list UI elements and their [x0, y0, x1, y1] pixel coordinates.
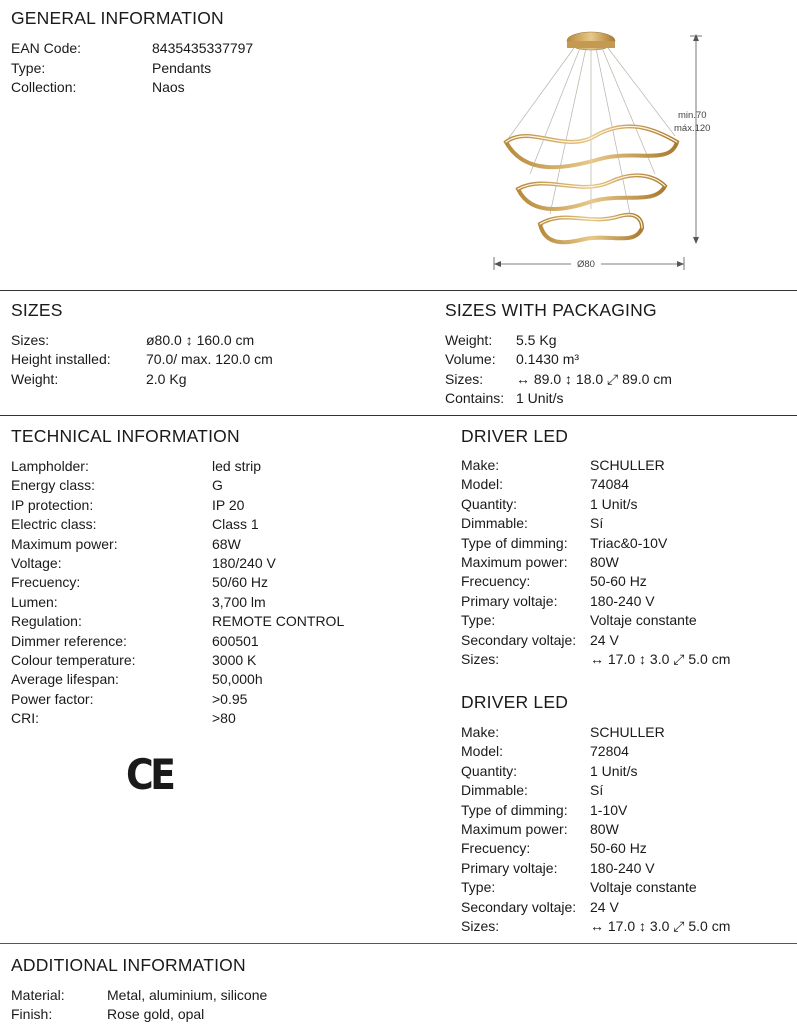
width-label: Ø80	[577, 259, 595, 270]
row-label: Secondary voltaje:	[461, 631, 577, 648]
row-label: Dimmable:	[461, 515, 528, 532]
table-row	[11, 515, 411, 534]
row-value: ↔ 17.0 ↕ 3.0 ⤢ 5.0 cm	[590, 651, 731, 667]
height-dimension-line	[690, 34, 702, 244]
row-value: 3000 K	[212, 652, 257, 668]
height-label-max: máx.120	[674, 123, 711, 134]
row-value: >0.95	[212, 690, 248, 707]
table-row	[461, 495, 781, 514]
table-row	[461, 878, 781, 897]
row-label: Maximum power:	[461, 821, 568, 837]
table-row	[11, 651, 411, 670]
table-row	[461, 592, 781, 611]
row-value: 24 V	[590, 898, 619, 915]
row-label: Lampholder:	[11, 458, 89, 474]
table-row	[11, 690, 411, 709]
table-row	[461, 801, 781, 820]
ce-mark: CE	[126, 750, 173, 799]
additional-heading: ADDITIONAL INFORMATION	[11, 955, 246, 975]
row-value: 72804	[590, 743, 629, 760]
row-value: 80W	[590, 821, 619, 837]
packaging-row	[445, 389, 785, 408]
row-value: 0.1430 m³	[516, 351, 580, 367]
row-value: >80	[212, 710, 236, 727]
packaging-heading: SIZES WITH PACKAGING	[445, 300, 657, 320]
table-row	[461, 723, 781, 742]
table-row	[11, 535, 411, 554]
row-value: Voltaje constante	[590, 612, 697, 629]
additional-row-finish	[11, 1005, 411, 1024]
row-value: SCHULLER	[590, 724, 665, 740]
row-value: ø80.0 ↕ 160.0 cm	[146, 332, 255, 348]
row-value: Metal, aluminium, silicone	[107, 987, 268, 1003]
table-row	[461, 475, 781, 494]
row-label: CRI:	[11, 710, 39, 727]
pendant-lamp-diagram	[470, 24, 720, 276]
table-row	[11, 632, 411, 651]
row-label: Type:	[461, 612, 496, 629]
row-label: Electric class:	[11, 516, 97, 533]
table-row	[11, 496, 411, 515]
table-row	[461, 898, 781, 917]
row-label: Quantity:	[461, 495, 518, 512]
table-row	[461, 859, 781, 878]
row-label: Power factor:	[11, 690, 94, 707]
row-value: Pendants	[152, 60, 212, 76]
row-value: 2.0 Kg	[146, 371, 187, 387]
row-value: 180-240 V	[590, 592, 655, 609]
row-label: Frecuency:	[461, 840, 531, 857]
row-value: 1-10V	[590, 801, 628, 818]
row-value: Rose gold, opal	[107, 1006, 205, 1022]
row-label: Average lifespan:	[11, 671, 119, 688]
row-label: Model:	[461, 476, 504, 493]
table-row	[461, 514, 781, 533]
row-label: Lumen:	[11, 593, 58, 610]
row-label: Primary voltaje:	[461, 859, 558, 876]
row-value: 74084	[590, 476, 629, 493]
row-value: 180-240 V	[590, 859, 655, 876]
row-value: G	[212, 477, 223, 494]
divider-technical	[0, 943, 797, 944]
sizes-heading: SIZES	[11, 300, 63, 320]
row-label: Maximum power:	[11, 535, 118, 552]
row-label: Maximum power:	[461, 554, 568, 570]
row-label: Regulation:	[11, 613, 82, 630]
row-label: Dimmer reference:	[11, 632, 127, 649]
row-label: Dimmable:	[461, 782, 528, 799]
row-value: 50-60 Hz	[590, 573, 647, 590]
general-row-type	[11, 59, 311, 78]
general-info-heading: GENERAL INFORMATION	[11, 8, 224, 28]
table-row	[461, 572, 781, 591]
row-value: 1 Unit/s	[590, 762, 638, 779]
table-row	[461, 553, 781, 572]
row-label: Frecuency:	[461, 573, 531, 590]
row-value: Class 1	[212, 516, 259, 533]
row-label: Sizes:	[11, 332, 50, 348]
table-row	[461, 917, 781, 936]
row-value: 50-60 Hz	[590, 840, 647, 857]
row-label: Make:	[461, 724, 500, 740]
row-value: ↔ 17.0 ↕ 3.0 ⤢ 5.0 cm	[590, 918, 731, 934]
row-value: 600501	[212, 632, 259, 649]
wave-rings	[506, 126, 677, 242]
row-value: 70.0/ max. 120.0 cm	[146, 351, 273, 367]
row-value: 8435435337797	[152, 40, 254, 56]
additional-row-material	[11, 986, 411, 1005]
packaging-row	[445, 350, 785, 369]
row-label: Contains:	[445, 390, 505, 406]
packaging-row	[445, 331, 785, 350]
table-row	[461, 820, 781, 839]
table-row	[461, 650, 781, 669]
row-label: Model:	[461, 743, 504, 760]
canopy-base	[567, 41, 615, 48]
packaging-row	[445, 370, 785, 389]
row-label: Quantity:	[461, 762, 518, 779]
general-row-collection	[11, 78, 311, 97]
row-label: Voltage:	[11, 555, 62, 571]
row-label: Material:	[11, 987, 65, 1003]
row-label: Type of dimming:	[461, 801, 568, 818]
divider-sizes	[0, 415, 797, 416]
row-label: Height installed:	[11, 351, 111, 367]
table-row	[11, 709, 411, 728]
height-label-min: min.70	[678, 110, 707, 121]
row-value: 1 Unit/s	[590, 495, 638, 512]
row-value: Voltaje constante	[590, 879, 697, 896]
row-label: Frecuency:	[11, 574, 81, 591]
table-row	[461, 611, 781, 630]
row-value: 5.5 Kg	[516, 332, 557, 348]
table-row	[11, 457, 411, 476]
row-value: Triac&0-10V	[590, 534, 668, 551]
row-label: Type:	[461, 879, 496, 896]
divider-general	[0, 290, 797, 291]
table-row	[11, 670, 411, 689]
row-label: Volume:	[445, 351, 496, 367]
table-row	[11, 554, 411, 573]
row-label: Finish:	[11, 1006, 53, 1022]
sizes-row	[11, 331, 311, 350]
row-label: Primary voltaje:	[461, 592, 558, 609]
table-row	[461, 839, 781, 858]
table-row	[461, 631, 781, 650]
table-row	[11, 476, 411, 495]
table-row	[461, 762, 781, 781]
row-value: Naos	[152, 79, 185, 95]
row-value: 3,700 lm	[212, 593, 266, 610]
row-value: 68W	[212, 535, 241, 552]
row-label: EAN Code:	[11, 40, 82, 56]
row-value: SCHULLER	[590, 457, 665, 473]
row-value: 50,000h	[212, 671, 263, 688]
table-row	[461, 534, 781, 553]
row-value: REMOTE CONTROL	[212, 613, 345, 630]
table-row	[461, 456, 781, 475]
sizes-row	[11, 350, 311, 369]
table-row	[11, 593, 411, 612]
row-label: Collection:	[11, 79, 77, 95]
row-value: IP 20	[212, 496, 245, 513]
driver1-heading: DRIVER LED	[461, 426, 569, 446]
table-row	[461, 742, 781, 761]
row-label: Make:	[461, 457, 500, 473]
sizes-row	[11, 370, 311, 389]
technical-heading: TECHNICAL INFORMATION	[11, 426, 240, 446]
row-label: Weight:	[445, 332, 493, 348]
row-label: Colour temperature:	[11, 652, 136, 668]
row-label: Sizes:	[461, 918, 500, 934]
row-label: IP protection:	[11, 496, 94, 513]
row-value: ↔ 89.0 ↕ 18.0 ⤢ 89.0 cm	[516, 371, 672, 387]
row-label: Sizes:	[445, 371, 484, 387]
driver2-heading: DRIVER LED	[461, 692, 569, 712]
general-row-ean	[11, 39, 311, 58]
row-value: 50/60 Hz	[212, 574, 269, 591]
row-value: 1 Unit/s	[516, 390, 564, 406]
row-label: Energy class:	[11, 477, 96, 494]
table-row	[11, 573, 411, 592]
row-label: Weight:	[11, 371, 59, 387]
row-value: 180/240 V	[212, 555, 276, 571]
row-label: Type:	[11, 60, 46, 76]
row-value: led strip	[212, 458, 262, 474]
row-value: 24 V	[590, 631, 619, 648]
table-row	[11, 612, 411, 631]
row-label: Secondary voltaje:	[461, 898, 577, 915]
row-label: Sizes:	[461, 651, 500, 667]
row-value: Sí	[590, 782, 604, 799]
row-label: Type of dimming:	[461, 534, 568, 551]
table-row	[461, 781, 781, 800]
row-value: 80W	[590, 554, 619, 570]
row-value: Sí	[590, 515, 604, 532]
